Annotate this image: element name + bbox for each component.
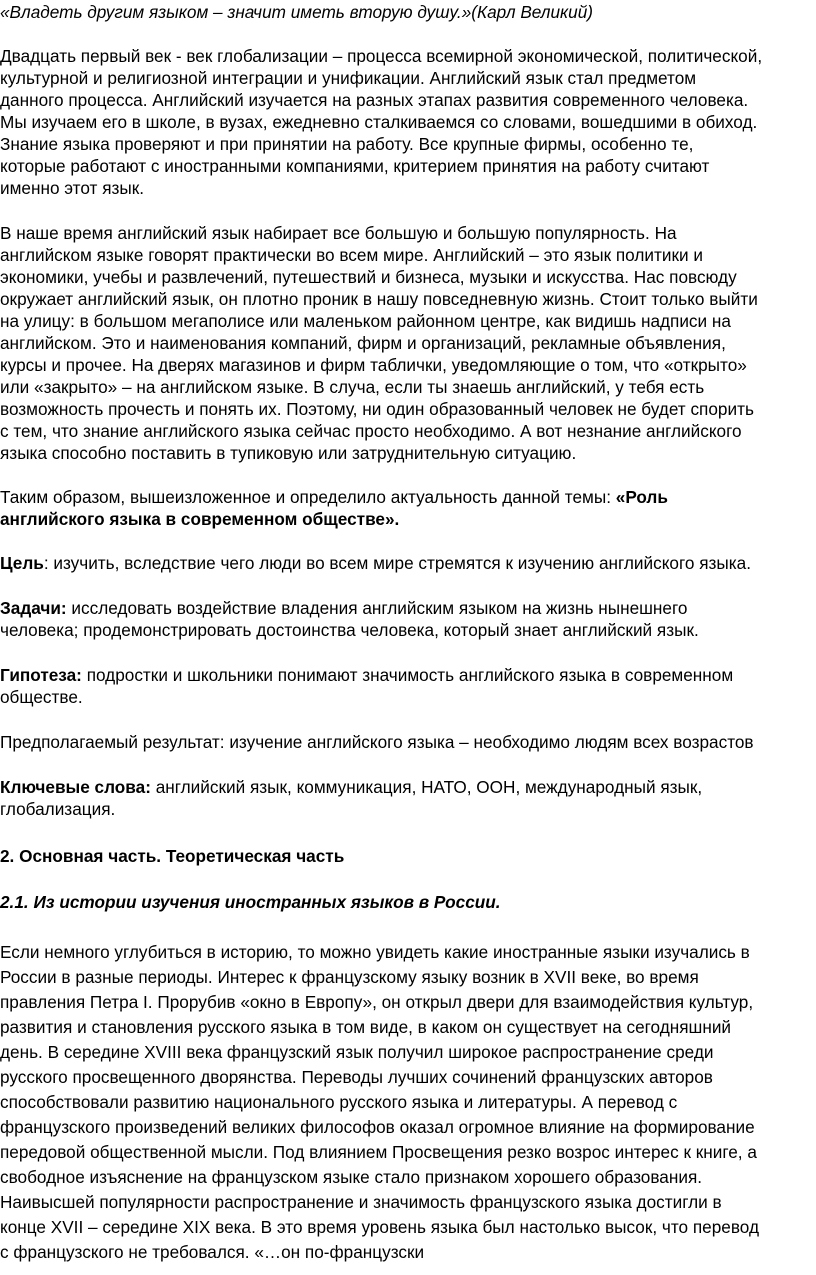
paragraph-line: свободное изъяснение на французском языке стало признаком хорошего образования. (0, 1167, 703, 1187)
keywords-text: английский язык, коммуникация, НАТО, ООН, международный язык, (150, 777, 703, 797)
paragraph-line: России в разные периоды. Интерес к французскому языку возник в XVII веке, во время (0, 967, 699, 987)
subsection-heading: 2.1. Из истории изучения иностранных языков в России. (0, 892, 501, 912)
paragraph-line: культурной и религиозной интеграции и унификации. Английский язык стал предметом (0, 68, 697, 88)
paragraph-line: именно этот язык. (0, 178, 145, 198)
goal-statement (0, 552, 751, 574)
hypothesis-line: обществе. (0, 687, 83, 707)
paragraph-line: экономики, учебы и развлечений, путешествий и бизнеса, музыки и искусства. Нас повсюду (0, 267, 737, 287)
paragraph-line: день. В середине XVIII века французский язык получил широкое распространение среди (0, 1042, 714, 1062)
paragraph-line: с французского не требовался. «…он по-французски (0, 1242, 425, 1262)
paragraph-line: на улицу: в большом мегаполисе или маленьком районном центре, как видишь надписи на (0, 311, 731, 331)
paragraph-line: языка способно поставить в тупиковую или затруднительную ситуацию. (0, 443, 577, 463)
tasks-label: Задачи: (0, 598, 67, 618)
paragraph-line: английском языке говорят практически во всем мире. Английский – это язык политики и (0, 245, 703, 265)
keywords-line: глобализация. (0, 799, 116, 819)
paragraph-line: развития и становления русского языка в том виде, в каком он существует на сегодняшний (0, 1017, 732, 1037)
paragraph-line: курсы и прочее. На дверях магазинов и фирм таблички, уведомляющие о том, что «открыто» (0, 355, 747, 375)
paragraph-line: правления Петра I. Прорубив «окно в Европу», он открыл двери для взаимодействия культур, (0, 992, 754, 1012)
paragraph-line: окружает английский язык, он плотно проник в нашу повседневную жизнь. Стоит только выйти (0, 289, 758, 309)
paragraph-line: которые работают с иностранными компаниями, критерием принятия на работу считают (0, 156, 710, 176)
paragraph-line: данного процесса. Английский изучается на разных этапах развития современного человека. (0, 90, 749, 110)
tasks-text: исследовать воздействие владения английским языком на жизнь нынешнего (66, 598, 688, 618)
paragraph-line: Мы изучаем его в школе, в вузах, ежедневно сталкиваемся со словами, вошедшими в обиход. (0, 112, 758, 132)
relevance-text: Таким образом, вышеизложенное и определило актуальность данной темы: (0, 487, 616, 507)
expected-result: Предполагаемый результат: изучение английского языка – необходимо людям всех возрастов (0, 732, 754, 752)
topic-title-end: английского языка в современном обществе». (0, 509, 400, 529)
goal-label: Цель (0, 553, 44, 573)
hypothesis-line (0, 664, 733, 686)
keywords-line (0, 776, 702, 798)
keywords-label: Ключевые слова: (0, 777, 151, 797)
hypothesis-text: подростки и школьники понимают значимость английского языка в современном (81, 665, 734, 685)
tasks-line: человека; продемонстрировать достоинства человека, который знает английский язык. (0, 620, 699, 640)
paragraph-line: передовой общественной мысли. Под влиянием Просвещения резко возрос интерес к книге, а (0, 1142, 757, 1162)
relevance-line (0, 486, 668, 508)
topic-title-start: «Роль (615, 487, 668, 507)
goal-text: : изучить, вследствие чего люди во всем мире стремятся к изучению английского языка. (43, 553, 751, 573)
paragraph-line: способствовали развитию национального русского языка и литературы. А перевод с (0, 1092, 678, 1112)
paragraph-line: русского просвещенного дворянства. Переводы лучших сочинений французских авторов (0, 1067, 713, 1087)
paragraph-line: с тем, что знание английского языка сейчас просто необходимо. А вот незнание английского (0, 421, 742, 441)
paragraph-line: английском. Это и наименования компаний, фирм и организаций, рекламные объявления, (0, 333, 726, 353)
paragraph-line: Знание языка проверяют и при принятии на работу. Все крупные фирмы, особенно те, (0, 134, 694, 154)
paragraph-line: Двадцать первый век - век глобализации – процесса всемирной экономической, политической, (0, 46, 763, 66)
paragraph-line: В наше время английский язык набирает все большую и большую популярность. На (0, 223, 677, 243)
tasks-line (0, 597, 687, 619)
paragraph-line: возможность прочесть и понять их. Поэтому, ни один образованный человек не будет спорить (0, 399, 754, 419)
paragraph-line: Наивысшей популярности распространение и значимость французского языка достигли в (0, 1192, 722, 1212)
paragraph-line: Если немного углубиться в историю, то можно увидеть какие иностранные языки изучались в (0, 942, 750, 962)
hypothesis-label: Гипотеза: (0, 665, 82, 685)
paragraph-line: французского произведений великих философов оказал огромное влияние на формирование (0, 1117, 755, 1137)
epigraph: «Владеть другим языком – значит иметь вторую душу.»(Карл Великий) (0, 2, 593, 22)
paragraph-line: или «закрыто» – на английском языке. В случа, если ты знаешь английский, у тебя есть (0, 377, 705, 397)
paragraph-line: конце XVII – середине XIX века. В это время уровень языка был настолько высок, что перевод (0, 1217, 760, 1237)
section-heading: 2. Основная часть. Теоретическая часть (0, 846, 345, 866)
